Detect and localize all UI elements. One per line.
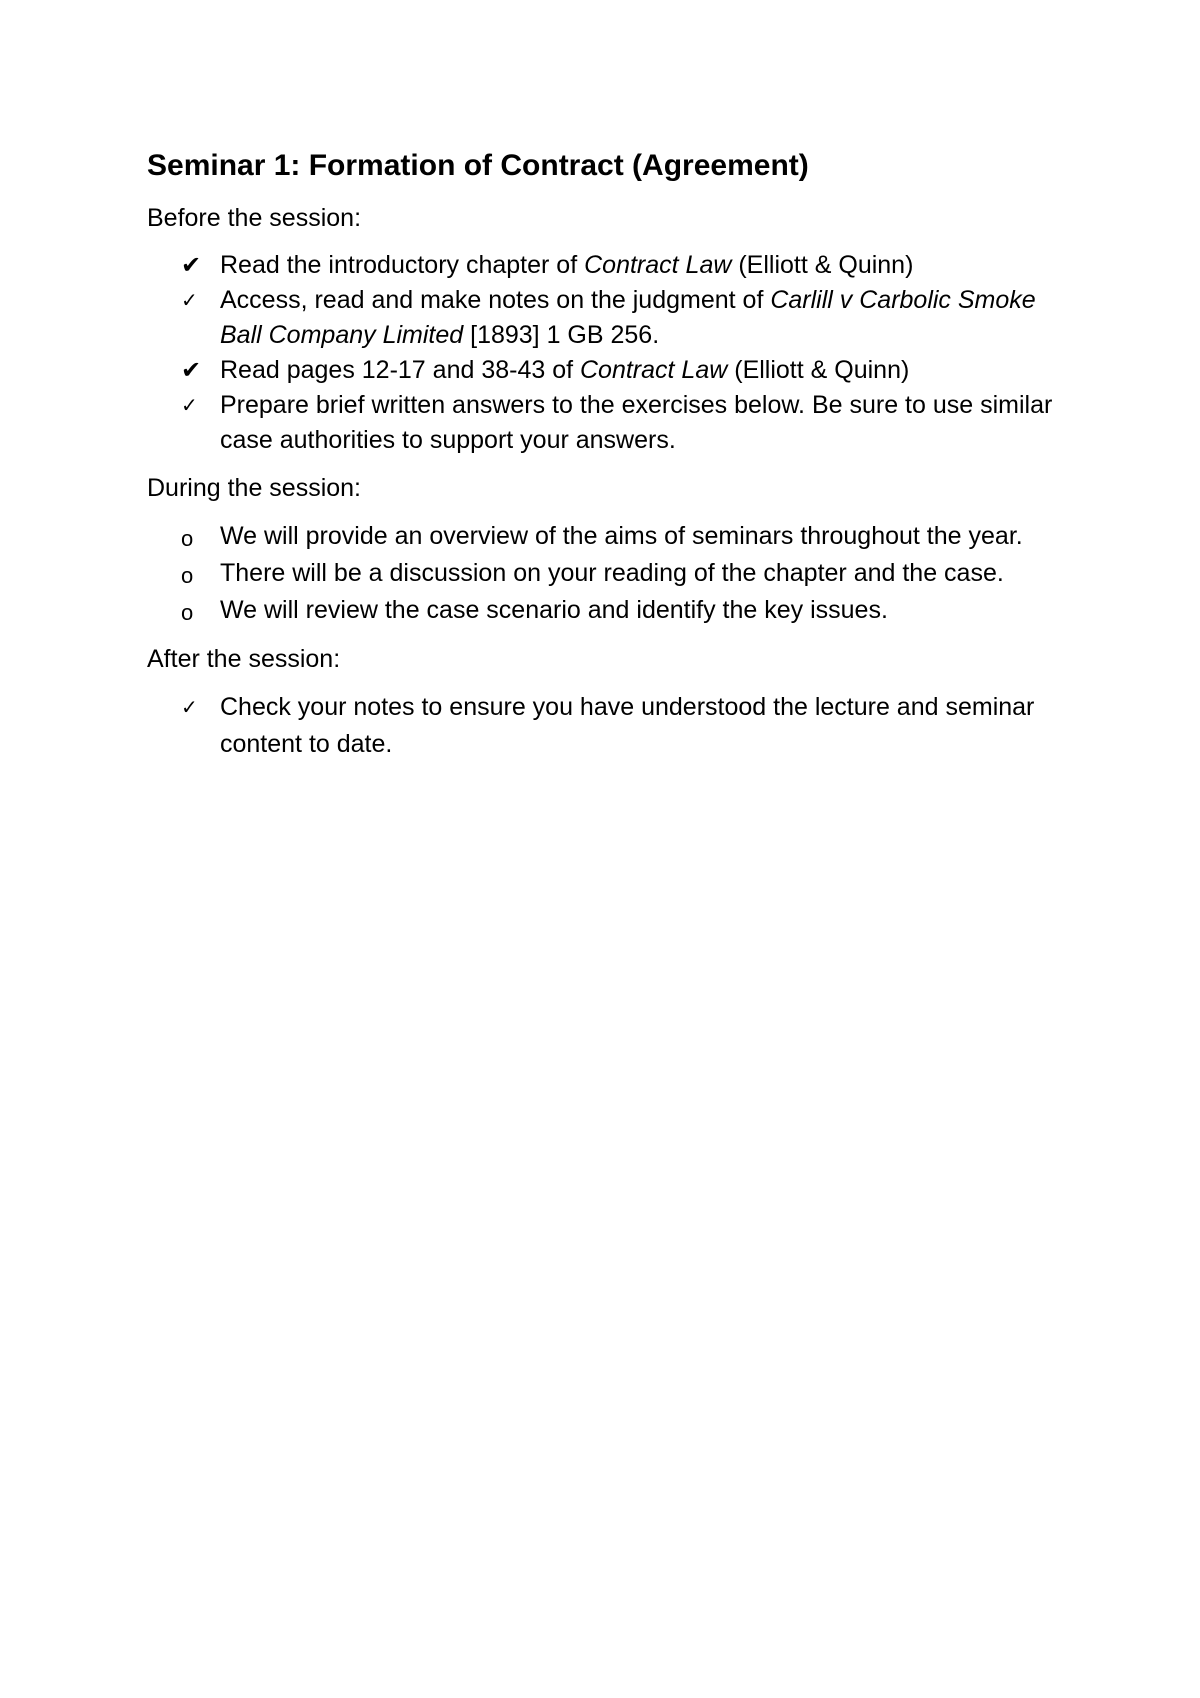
list-item (147, 248, 1077, 283)
list-item (147, 353, 1077, 388)
item-text: Read pages 12-17 and 38-43 of (220, 356, 580, 384)
item-text: We will review the case scenario and identify the key issues. (220, 596, 888, 624)
item-text: (Elliott & Quinn) (727, 356, 910, 384)
check-icon: ✓ (181, 393, 198, 417)
list-item (147, 689, 1077, 763)
check-icon: ✓ (181, 288, 198, 312)
list-item (147, 283, 1077, 353)
section-heading-after: After the session: (147, 645, 341, 673)
circle-bullet-icon: o (181, 600, 194, 625)
heavy-check-icon: ✔ (181, 356, 202, 384)
circle-bullet-icon: o (181, 526, 194, 551)
case-citation: [1893] 1 GB 256. (463, 321, 660, 349)
item-text: Access, read and make notes on the judgment of (220, 286, 771, 314)
book-title: Contract Law (580, 356, 728, 384)
section-heading-before: Before the session: (147, 204, 362, 232)
document-page (147, 140, 1077, 763)
item-text: Prepare brief written answers to the exercises below. Be sure to use similar case authorities to support your answers. (220, 391, 1053, 454)
book-title: Contract Law (584, 251, 732, 279)
section-heading-during: During the session: (147, 474, 362, 502)
circle-bullet-icon: o (181, 563, 194, 588)
check-icon: ✓ (181, 695, 198, 719)
item-text: We will provide an overview of the aims of seminars throughout the year. (220, 522, 1023, 550)
heavy-check-icon: ✔ (181, 251, 202, 279)
bullet-list-during (147, 518, 1077, 629)
checklist-after (147, 689, 1077, 763)
list-item (147, 592, 1077, 629)
checklist-before (147, 248, 1077, 458)
item-text: (Elliott & Quinn) (731, 251, 914, 279)
list-item (147, 555, 1077, 592)
page-title: Seminar 1: Formation of Contract (Agreement) (147, 149, 809, 182)
item-text: Read the introductory chapter of (220, 251, 585, 279)
list-item (147, 518, 1077, 555)
case-name: Carlill v Carbolic Smoke Ball Company Limited (220, 286, 1036, 349)
list-item (147, 388, 1077, 458)
item-text: Check your notes to ensure you have understood the lecture and seminar content to date. (220, 693, 1035, 758)
item-text: There will be a discussion on your reading of the chapter and the case. (220, 559, 1004, 587)
